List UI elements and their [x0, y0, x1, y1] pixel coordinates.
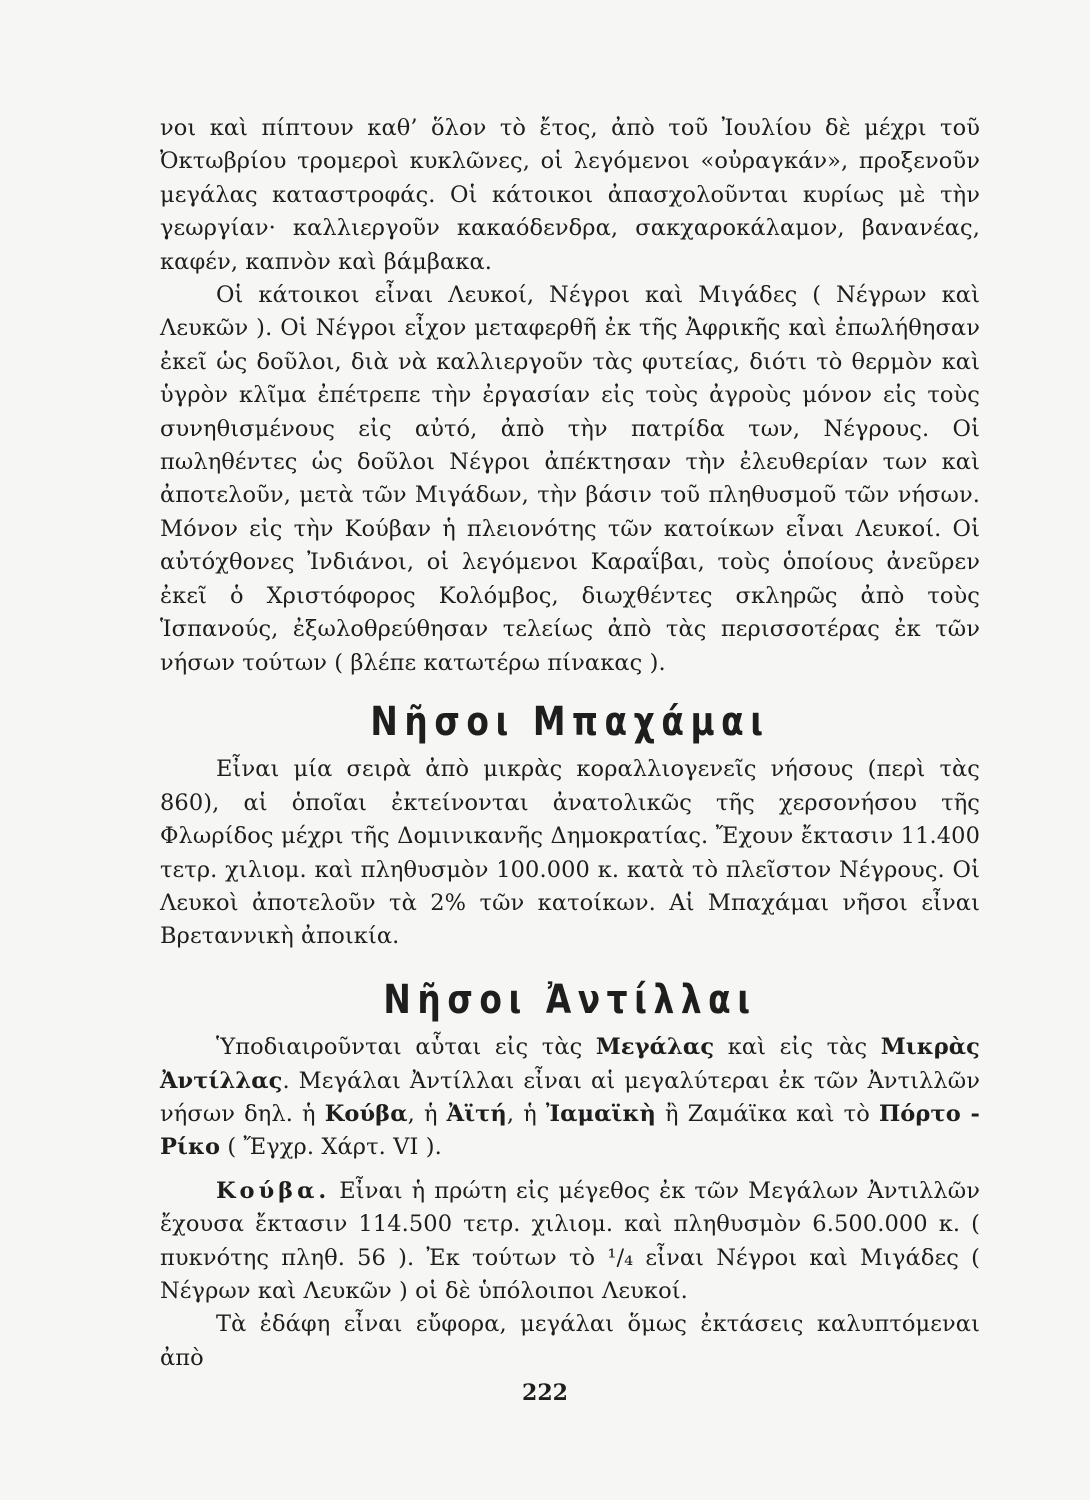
- bold-term-lesser-antilles: Μικρὰς Ἀντίλλας: [160, 1034, 980, 1094]
- bold-term-puerto-rico: Πόρτο - Ρίκο: [160, 1100, 981, 1161]
- bold-term-cuba: Κούβα: [324, 1100, 408, 1127]
- page-number: 222: [522, 1380, 568, 1406]
- paragraph-bahamas: Εἶναι μία σειρὰ ἀπὸ μικρὰς κοραλλιογενεῖς νήσους (περὶ τὰς 860), αἱ ὁποῖαι ἐκτείνονται ἀνατολικῶς τῆς χερσονήσου τῆς Φλωρίδος μέχρι τῆς Δομινικανῆς Δημοκρατίας. Ἔχουν ἔκτασιν 11.400 τετρ. χιλιομ. καὶ πληθυσμὸν 100.000 κ. κατὰ τὸ πλεῖστον Νέγρους. Οἱ Λευκοὶ ἀποτελοῦν τὰ 2% τῶν κατοίκων. Αἱ Μπαχάμαι νῆσοι εἶναι Βρεταννικὴ ἀποικία.: [160, 756, 980, 950]
- text-run: . Μεγάλαι Ἀντίλλαι εἶναι αἱ μεγαλύτεραι ἐκ τῶν Ἀντιλλῶν νήσων δηλ. ἡ: [160, 1067, 980, 1127]
- text-run: ( Ἔγχρ. Χάρτ. VI ).: [220, 1134, 442, 1161]
- heading-bahamas: Νῆσοι Μπαχάμαι: [370, 698, 770, 745]
- text-run: καὶ εἰς τὰς: [714, 1034, 881, 1061]
- bold-term-jamaica: Ἰαμαϊκὴ: [545, 1100, 656, 1127]
- text-run: , ἡ: [407, 1100, 447, 1127]
- cuba-title: Κούβα.: [216, 1177, 331, 1204]
- paragraph-cuba: [160, 1175, 980, 1309]
- text-run: Ὑποδιαιροῦνται αὗται εἰς τὰς: [216, 1034, 596, 1061]
- paragraph-inhabitants: Οἱ κάτοικοι εἶναι Λευκοί, Νέγροι καὶ Μιγάδες ( Νέγρων καὶ Λευκῶν ). Οἱ Νέγροι εἶχον μεταφερθῆ ἐκ τῆς Ἀφρικῆς καὶ ἐπωλήθησαν ἐκεῖ ὡς δοῦλοι, διὰ νὰ καλλιεργοῦν τὰς φυτείας, διότι τὸ θερμὸν καὶ ὑγρὸν κλῖμα ἐπέτρεπε τὴν ἐργασίαν εἰς τοὺς ἀγροὺς μόνον εἰς τοὺς συνηθισμένους εἰς αὐτό, ἀπὸ τὴν πατρίδα των, Νέγρους. Οἱ πωληθέντες ὡς δοῦλοι Νέγροι ἀπέκτησαν τὴν ἐλευθερίαν των καὶ ἀποτελοῦν, μετὰ τῶν Μιγάδων, τὴν βάσιν τοῦ πληθυσμοῦ τῶν νήσων. Μόνον εἰς τὴν Κούβαν ἡ πλειονότης τῶν κατοίκων εἶναι Λευκοί. Οἱ αὐτόχθονες Ἰνδιάνοι, οἱ λεγόμενοι Καραΐβαι, τοὺς ὁποίους ἀνεῦρεν ἐκεῖ ὁ Χριστόφορος Κολόμβος, διωχθέντες σκληρῶς ἀπὸ τοὺς Ἱσπανούς, ἐξωλοθρεύθησαν τελείως ἀπὸ τὰς περισσοτέρας ἐκ τῶν νήσων τούτων ( βλέπε κατωτέρω πίνακας ).: [160, 282, 980, 676]
- paragraph-antilles: [160, 1031, 980, 1165]
- paragraph-soil: Τὰ ἐδάφη εἶναι εὔφορα, μεγάλαι ὅμως ἐκτάσεις καλυπτόμεναι ἀπὸ: [160, 1311, 980, 1371]
- paragraph-climate: νοι καὶ πίπτουν καθ’ ὅλον τὸ ἔτος, ἀπὸ τοῦ Ἰουλίου δὲ μέχρι τοῦ Ὀκτωβρίου τρομεροὶ κυκλῶνες, οἱ λεγόμενοι «οὐραγκάν», προξενοῦν μεγάλας καταστροφάς. Οἱ κάτοικοι ἀπασχολοῦνται κυρίως μὲ τὴν γεωργίαν· καλλιεργοῦν κακαόδενδρα, σακχαροκάλαμον, βανανέας, καφέν, καπνὸν καὶ βάμβακα.: [160, 115, 980, 275]
- page-body: [160, 112, 980, 1375]
- bold-term-greater: Μεγάλας: [595, 1034, 715, 1061]
- text-run: ἢ Ζαμάϊκα καὶ τὸ: [655, 1100, 879, 1127]
- text-run: Εἶναι ἡ πρώτη εἰς μέγεθος ἐκ τῶν Μεγάλων Ἀντιλλῶν ἔχουσα ἔκτασιν 114.500 τετρ. χιλιομ. καὶ πληθυσμὸν 6.500.000 κ. ( πυκνότης πληθ. 56 ). Ἐκ τούτων τὸ ¹/₄ εἶναι Νέγροι καὶ Μιγάδες ( Νέγρων καὶ Λευκῶν ) οἱ δὲ ὑπόλοιποι Λευκοί.: [160, 1177, 980, 1304]
- text-run: , ἡ: [506, 1100, 546, 1127]
- bold-term-haiti: Ἀϊτή: [446, 1100, 507, 1127]
- heading-antilles: Νῆσοι Ἀντίλλαι: [383, 976, 757, 1023]
